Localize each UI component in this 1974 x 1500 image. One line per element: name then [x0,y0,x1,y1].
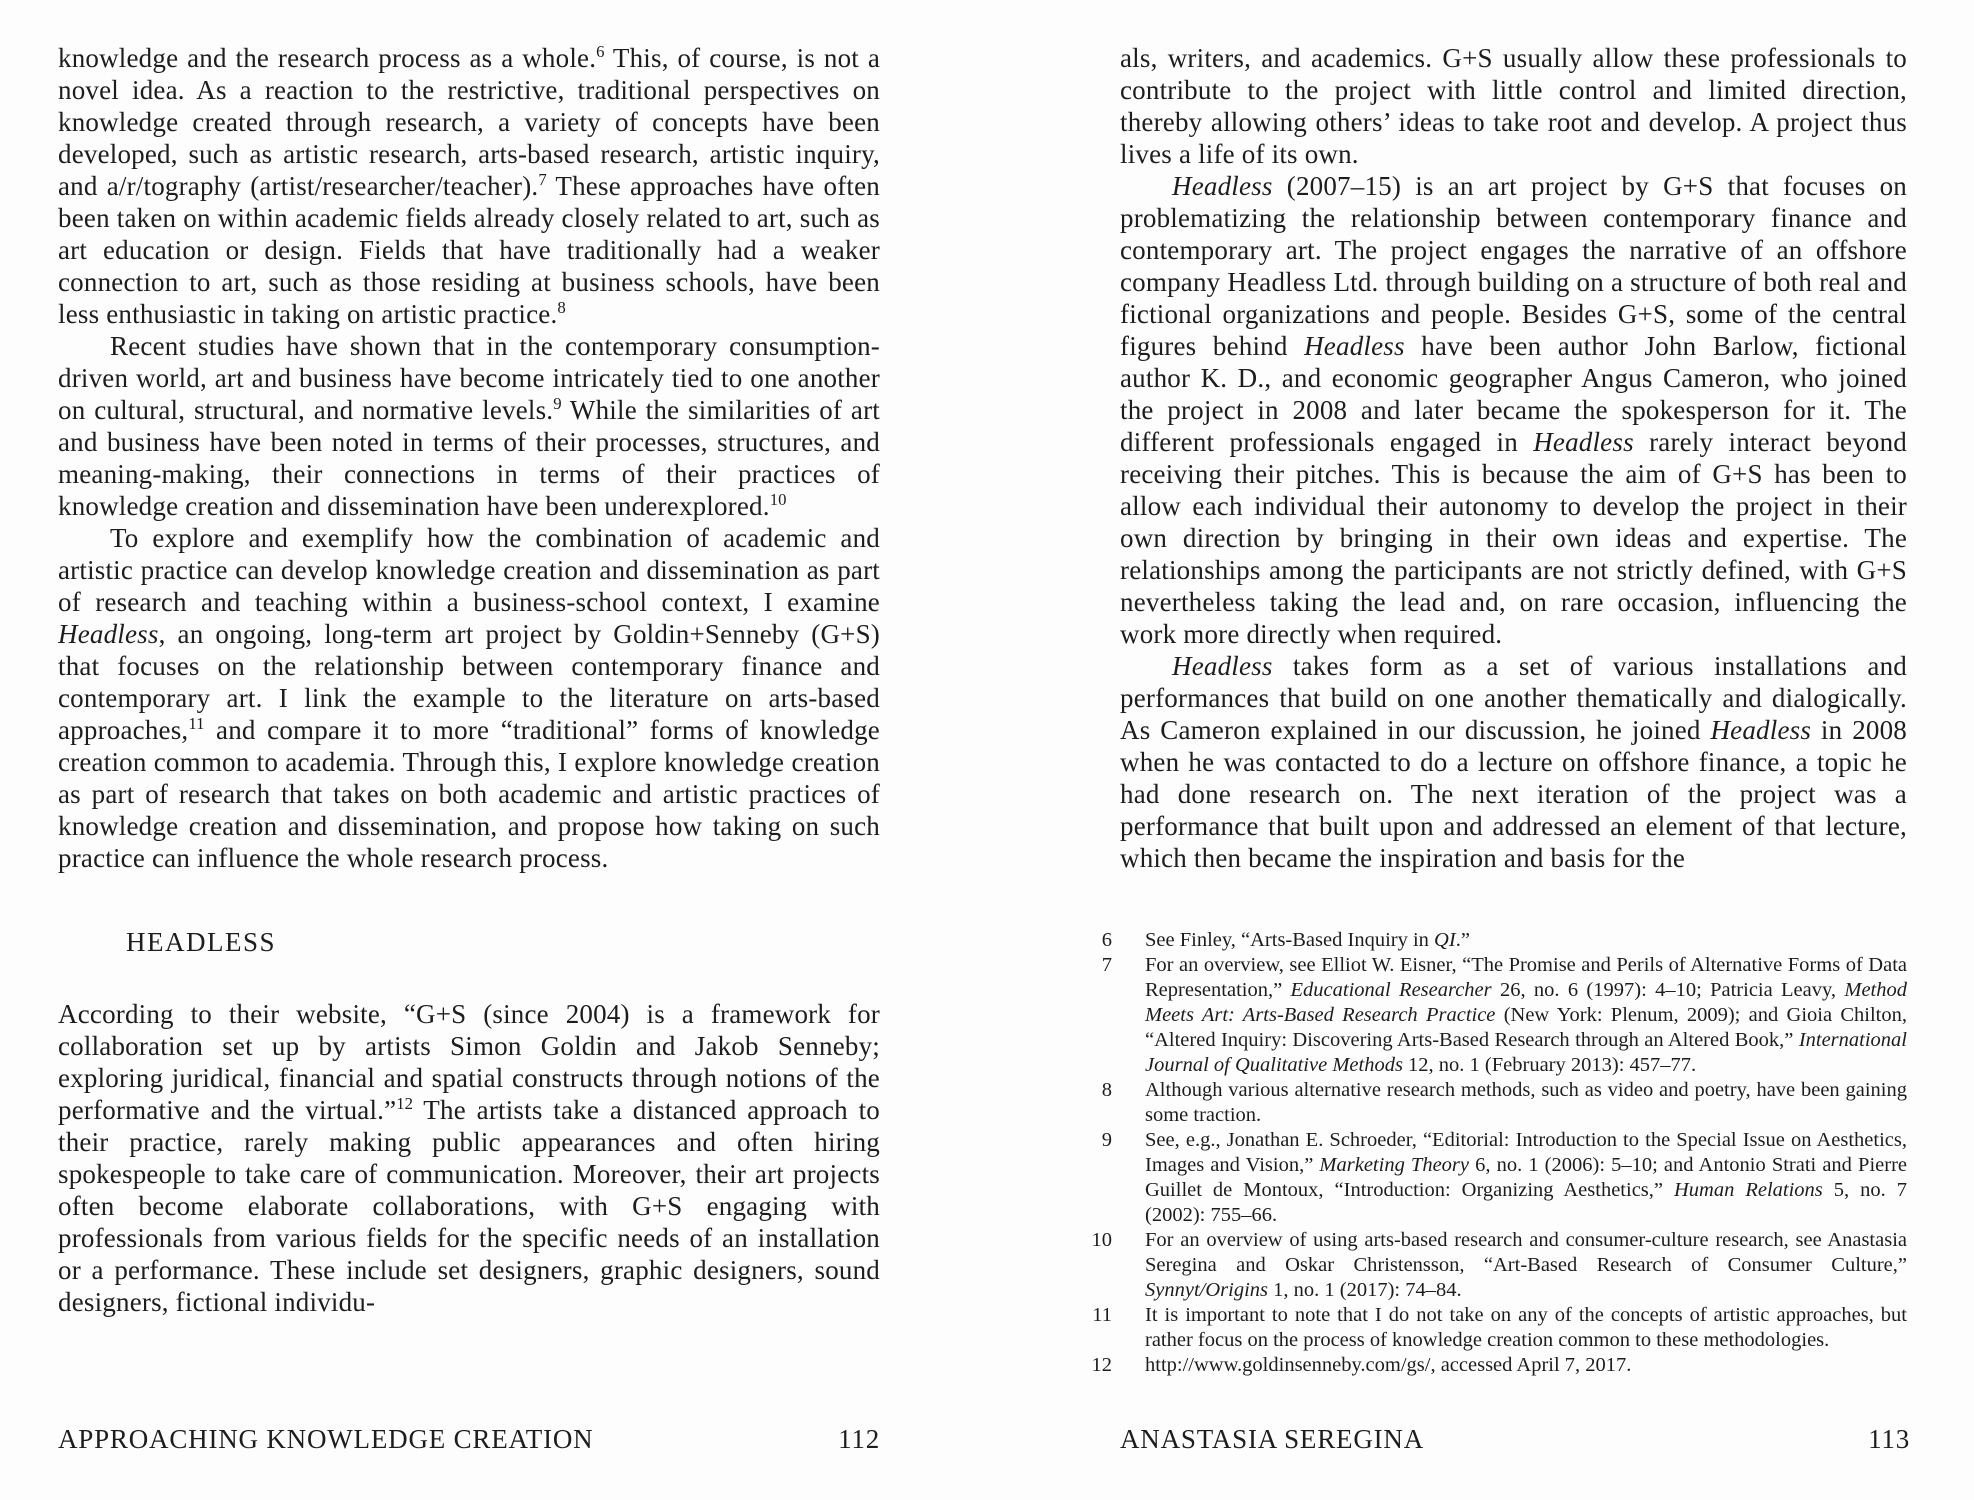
right-page-text-column [1120,42,1907,914]
right-page-footer [1120,1424,1910,1455]
footnote-text: http://www.goldinsenneby.com/gs/, accessed April 7, 2017. [1145,1354,1632,1376]
footnote-number: 8 [1101,1079,1112,1101]
footnote [1078,1128,1907,1228]
footnote [1078,1078,1907,1128]
footnote-text: Although various alternative research methods, such as video and poetry, have been gaining some traction. [1145,1079,1907,1126]
left-page-text-column [58,42,880,1408]
page-number: 113 [1868,1424,1910,1454]
footnote-number: 6 [1101,929,1112,951]
footnote-text: See, e.g., Jonathan E. Schroeder, “Editorial: Introduction to the Special Issue on Aesthetics, Images and Vision,” Marketing Theory 6, no. 1 (2006): 5–10; and Antonio Strati and Pierre Guillet de Montoux, “Introduction: Organizing Aesthetics,” Human Relations 5, no. 7 (2002): 755–66. [1145,1129,1908,1226]
paragraph: To explore and exemplify how the combination of academic and artistic practice can develop knowledge creation and dissemination as part of research and teaching within a business-school context, I examine Headless, an ongoing, long-term art project by Goldin+Senneby (G+S) that focuses on the relationship between contemporary finance and contemporary art. I link the example to the literature on arts-based approaches,$^{11}$ and compare it to more “traditional” forms of knowledge creation common to academia. Through this, I explore knowledge creation as part of research that takes on both academic and artistic practices of knowledge creation and dissemination, and propose how taking on such practice can influence the whole research process. [58,523,880,873]
page-number: 112 [838,1424,880,1454]
footnote-text: For an overview, see Elliot W. Eisner, “The Promise and Perils of Alternative Forms of Data Representation,” Educational Researcher 26, no. 6 (1997): 4–10; Patricia Leavy, Method Meets Art: Arts-Based Research Practice (New York: Plenum, 2009); and Gioia Chilton, “Altered Inquiry: Discovering Arts-Based Research through an Altered Book,” International Journal of Qualitative Methods 12, no. 1 (February 2013): 457–77. [1145,954,1907,1076]
footnote-text: It is important to note that I do not take on any of the concepts of artistic approaches, but rather focus on the process of knowledge creation common to these methodologies. [1145,1304,1907,1351]
running-title: APPROACHING KNOWLEDGE CREATION [58,1424,594,1454]
footnote-number: 10 [1091,1229,1112,1251]
footnote-number: 7 [1101,954,1112,976]
footnote-text: For an overview of using arts-based research and consumer-culture research, see Anastasia Seregina and Oskar Christensson, “Art-Based Research of Consumer Culture,” Synnyt/Origins 1, no. 1 (2017): 74–84. [1145,1229,1907,1301]
footnote-number: 9 [1101,1129,1112,1151]
section-heading: HEADLESS [126,927,277,957]
running-title: ANASTASIA SEREGINA [1120,1424,1425,1454]
paragraph: knowledge and the research process as a whole.$^6$ This, of course, is not a novel idea. As a reaction to the restrictive, traditional perspectives on knowledge created through research, a variety of concepts have been developed, such as artistic research, arts-based research, artistic inquiry, and a/r/tography (artist/researcher/teacher).$^7$ These approaches have often been taken on within academic fields already closely related to art, such as art education or design. Fields that have traditionally had a weaker connection to art, such as those residing at business schools, have been less enthusiastic in taking on artistic practice.$^8$ [58,42,880,329]
footnote-number: 12 [1091,1354,1112,1376]
footnote-text: See Finley, “Arts-Based Inquiry in QI.” [1145,929,1470,951]
left-page-footer [58,1424,880,1455]
footnote-number: 11 [1092,1304,1112,1326]
paragraph: als, writers, and academics. G+S usually allow these professionals to contribute to the project with little control and limited direction, thereby allowing others’ ideas to take root and develop. A project thus lives a life of its own. [1120,43,1907,169]
footnote [1078,928,1907,953]
footnote [1078,953,1907,1078]
footnote [1078,1353,1907,1378]
footnote [1078,1228,1907,1303]
paragraph: Headless takes form as a set of various installations and performances that build on one another thematically and dialogically. As Cameron explained in our discussion, he joined Headless in 2008 when he was contacted to do a lecture on offshore finance, a topic he had done research on. The next iteration of the project was a performance that built upon and addressed an element of that lecture, which then became the inspiration and basis for the [1120,651,1907,873]
paragraph: Recent studies have shown that in the contemporary consumption-driven world, art and business have become intricately tied to one another on cultural, structural, and normative levels.$^9$ While the similarities of art and business have been noted in terms of their processes, structures, and meaning-making, their connections in terms of their practices of knowledge creation and dissemination have been underexplored.$^{10}$ [58,331,880,521]
paragraph: Headless (2007–15) is an art project by G+S that focuses on problematizing the relationship between contemporary finance and contemporary art. The project engages the narrative of an offshore company Headless Ltd. through building on a structure of both real and fictional organizations and people. Besides G+S, some of the central figures behind Headless have been author John Barlow, fictional author K. D., and economic geographer Angus Cameron, who joined the project in 2008 and later became the spokesperson for it. The different professionals engaged in Headless rarely interact beyond receiving their pitches. This is because the aim of G+S has been to allow each individual their autonomy to develop the project in their own direction by bringing in their own ideas and expertise. The relationships among the participants are not strictly defined, with G+S nevertheless taking the lead and, on rare occasion, influencing the work more directly when required. [1120,171,1907,649]
footnotes-block [1078,928,1907,1378]
footnote [1078,1303,1907,1353]
paragraph: According to their website, “G+S (since 2004) is a framework for collaboration set up by artists Simon Goldin and Jakob Senneby; exploring juridical, financial and spatial constructs through notions of the performative and the virtual.”$^{12}$ The artists take a distanced approach to their practice, rarely making public appearances and often hiring spokespeople to take care of communication. Moreover, their art projects often become elaborate collaborations, with G+S engaging with professionals from various fields for the specific needs of an installation or a performance. These include set designers, graphic designers, sound designers, fictional individu- [58,999,880,1317]
